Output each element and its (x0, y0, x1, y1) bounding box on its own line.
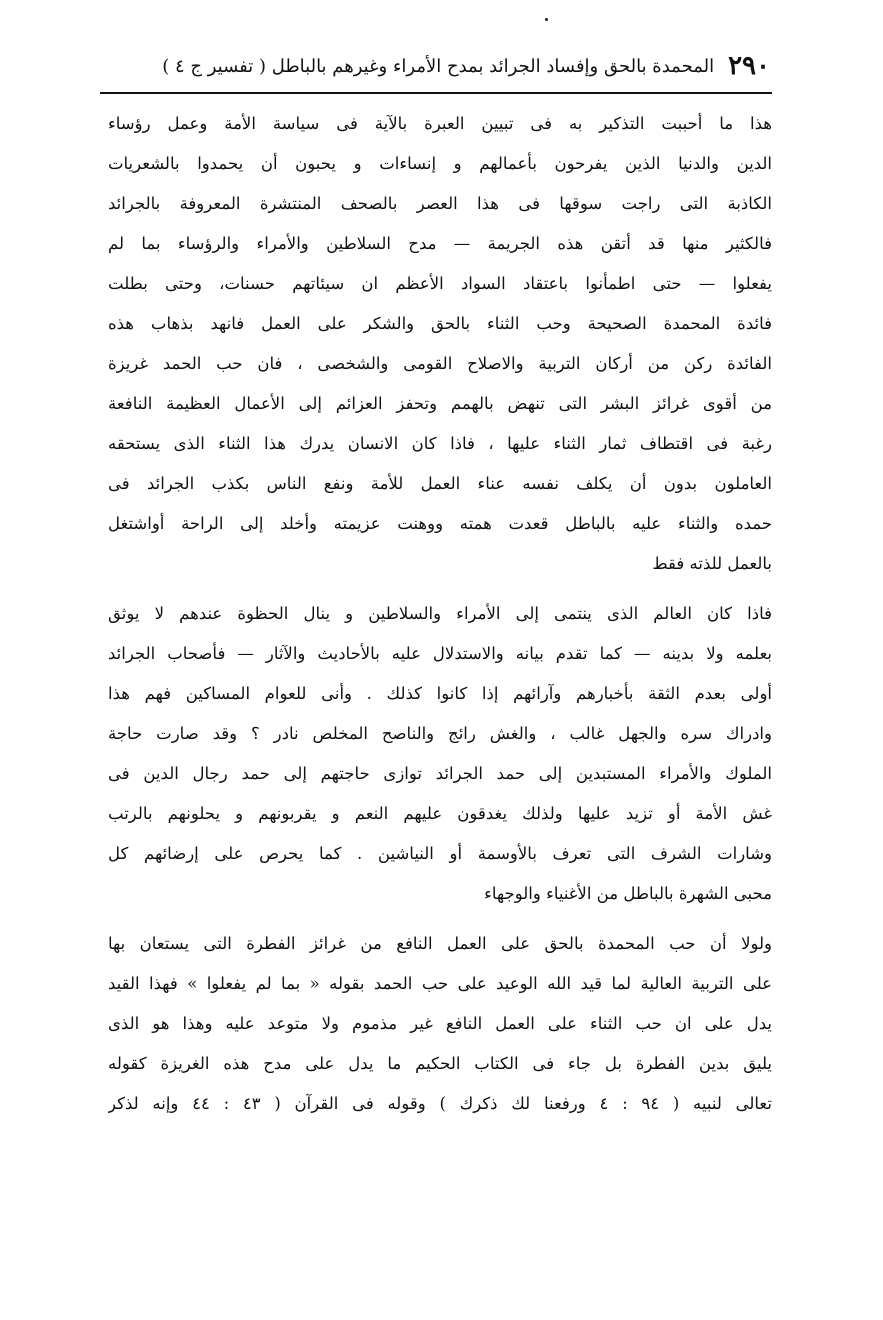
text-line: غش الأمة أو تزيد عليها ولذلك يغدقون عليهم النعم و يقربونهم و يحلونهم بالرتب (108, 804, 772, 823)
ink-dot (545, 18, 548, 21)
running-title: المحمدة بالحق وإفساد الجرائد بمدح الأمراء وغيرهم بالباطل ( تفسير ج ٤ ) (162, 55, 715, 77)
text-line: حمده والثناء عليه بالباطل قعدت همته ووهنت عزيمته وأخلد إلى الراحة أواشتغل (108, 514, 772, 533)
running-header (100, 44, 770, 88)
text-line: فالكثير منها قد أتقن هذه الجريمة — مدح السلاطين والأمراء والرؤساء بما لم (108, 234, 772, 253)
text-line: محبى الشهرة بالباطل من الأغنياء والوجهاء (484, 884, 772, 903)
text-line: يدل على ان حب الثناء على العمل النافع غير مذموم ولا متوعد عليه وهذا هو الذى (108, 1014, 772, 1033)
text-line: على التربية العالية لما قيد الله الوعيد على حب الحمد بقوله « بما لم يفعلوا » فهذا القيد (108, 974, 772, 993)
text-line: الملوك والأمراء المستبدين إلى حمد الجرائد توازى حاجتهم إلى حمد رجال الدين فى (108, 764, 772, 783)
text-line: الدين والدنيا الذين يفرحون بأعمالهم و إنساءات و يحبون أن يحمدوا بالشعريات (108, 154, 772, 173)
paragraph-2 (108, 594, 772, 914)
text-line: تعالى لنبيه ( ٩٤ : ٤ ورفعنا لك ذكرك ) وقوله فى القرآن ( ٤٣ : ٤٤ وإنه لذكر (108, 1094, 772, 1113)
text-line: وشارات الشرف التى تعرف بالأوسمة أو النياشين . كما يحرص على إرضائهم كل (108, 844, 772, 863)
text-line: فاذا كان العالم الذى ينتمى إلى الأمراء والسلاطين و ينال الحظوة عندهم لا يوثق (108, 604, 772, 623)
text-line: العاملون بدون أن يكلف نفسه عناء العمل للأمة ونفع الناس بكذب الجرائد فى (108, 474, 772, 493)
text-line: رغبة فى اقتطاف ثمار الثناء عليها ، فاذا كان الانسان يدرك هذا الثناء الذى يستحقه (108, 434, 772, 453)
text-line: أولى بعدم الثقة بأخبارهم وآرائهم إذا كانوا كذلك . وأنى للعوام المساكين فهم هذا (108, 684, 772, 703)
page-number: ٢٩٠ (728, 51, 770, 81)
text-line: وادراك سره والجهل غالب ، والغش رائج والناصح المخلص نادر ؟ وقد صارت حاجة (108, 724, 772, 743)
text-line: من أقوى غرائز البشر التى تنهض بالهمم وتحفز العزائم إلى الأعمال العظيمة النافعة (108, 394, 772, 413)
text-line: يليق بدين الفطرة بل جاء فى الكتاب الحكيم ما يدل على مدح هذه الغريزة كقوله (108, 1054, 772, 1073)
text-line: بالعمل للذته فقط (652, 554, 772, 573)
text-line: يفعلوا — حتى اطمأنوا باعتقاد السواد الأعظم ان سيئاتهم حسنات، وحتى بطلت (108, 274, 772, 293)
body-text (108, 104, 772, 1124)
text-line: ولولا أن حب المحمدة بالحق على العمل النافع من غرائز الفطرة التى يستعان بها (108, 934, 772, 953)
text-line: الفائدة ركن من أركان التربية والاصلاح القومى والشخصى ، فان حب الحمد غريزة (108, 354, 772, 373)
text-line: فائدة المحمدة الصحيحة وحب الثناء بالحق والشكر على العمل فانهد بذهاب هذه (108, 314, 772, 333)
paragraph-3 (108, 924, 772, 1124)
header-rule (100, 92, 772, 94)
text-line: هذا ما أحببت التذكير به فى تبيين العبرة بالآية فى سياسة الأمة وعمل رؤساء (108, 114, 772, 133)
text-line: بعلمه ولا بدينه — كما تقدم بيانه والاستدلال عليه بالأحاديث والآثار — فأصحاب الجرائد (108, 644, 772, 663)
paragraph-1 (108, 104, 772, 584)
text-line: الكاذبة التى راجت سوقها فى هذا العصر بالصحف المنتشرة المعروفة بالجرائد (108, 194, 772, 213)
